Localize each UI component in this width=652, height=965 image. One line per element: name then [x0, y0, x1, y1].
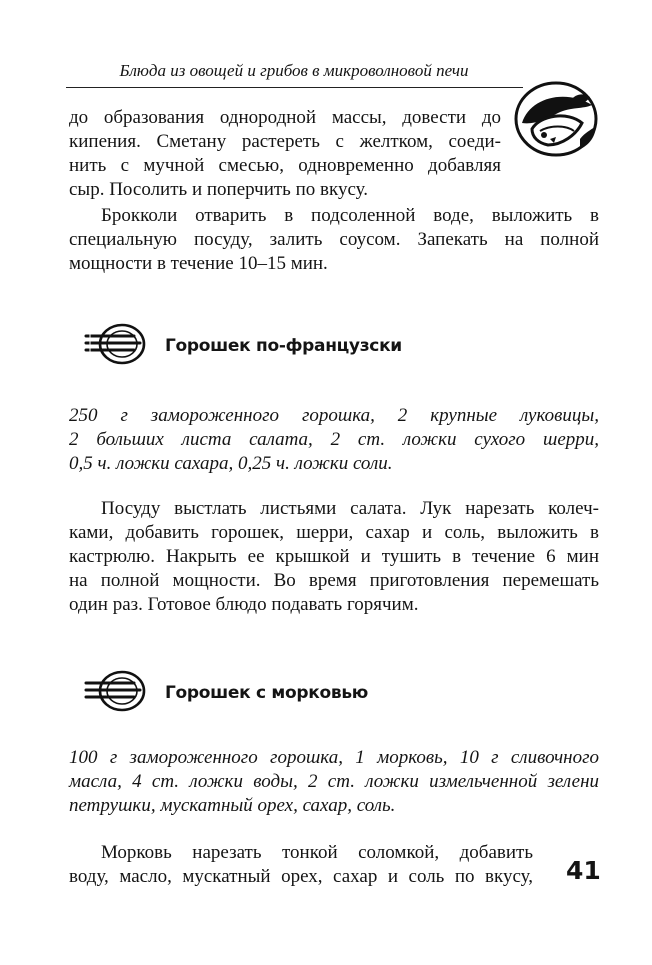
broccoli-line-2: специальную посуду, залить соусом. Запекать на полной — [69, 229, 599, 250]
recipe1-method-line-3: кастрюлю. Накрыть ее крышкой и тушить в течение 6 мин — [69, 546, 599, 567]
intro-line-1: до образования однородной массы, довести до — [69, 107, 501, 128]
recipe-title-peas-carrot: Горошек с морковью — [165, 683, 368, 703]
running-header: Блюда из овощей и грибов в микроволновой печи — [119, 61, 469, 80]
recipe-title-peas-french: Горошек по-французски — [165, 336, 402, 356]
intro-line-4: сыр. Посолить и поперчить по вкусу. — [69, 179, 368, 200]
header-rule — [66, 87, 523, 88]
recipe2-method-line-1: Морковь нарезать тонкой соломкой, добавить — [101, 842, 533, 863]
broccoli-line-3: мощности в течение 10–15 мин. — [69, 253, 328, 274]
recipe1-method-line-2: ками, добавить горошек, шерри, сахар и соль, выложить в — [69, 522, 599, 543]
recipe1-method-line-5: один раз. Готовое блюдо подавать горячим. — [69, 594, 419, 615]
recipe2-ingredients-line-1: 100 г замороженного горошка, 1 морковь, 10 г сливочного — [69, 747, 599, 768]
intro-line-2: кипения. Сметану растереть с желтком, соеди- — [69, 131, 501, 152]
broccoli-line-1: Брокколи отварить в подсоленной воде, выложить в — [101, 205, 599, 226]
recipe1-method-line-4: на полной мощности. Во время приготовления перемешать — [69, 570, 599, 591]
recipe2-ingredients-line-2: масла, 4 ст. ложки воды, 2 ст. ложки измельченной зелени — [69, 771, 599, 792]
intro-line-3: нить с мучной смесью, одновременно добавляя — [69, 155, 501, 176]
recipe1-ingredients-line-1: 250 г замороженного горошка, 2 крупные луковицы, — [69, 405, 599, 426]
recipe2-method-line-2: воду, масло, мускатный орех, сахар и соль по вкусу, — [69, 866, 533, 887]
plate-cutlery-icon — [84, 669, 148, 713]
recipe2-ingredients-line-3: петрушки, мускатный орех, сахар, соль. — [69, 795, 396, 816]
mushroom-logo-icon — [510, 79, 602, 159]
recipe1-ingredients-line-3: 0,5 ч. ложки сахара, 0,25 ч. ложки соли. — [69, 453, 393, 474]
page-number: 41 — [566, 856, 601, 885]
recipe1-method-line-1: Посуду выстлать листьями салата. Лук нарезать колеч- — [101, 498, 599, 519]
plate-cutlery-icon — [84, 322, 148, 366]
recipe1-ingredients-line-2: 2 больших листа салата, 2 ст. ложки сухого шерри, — [69, 429, 599, 450]
